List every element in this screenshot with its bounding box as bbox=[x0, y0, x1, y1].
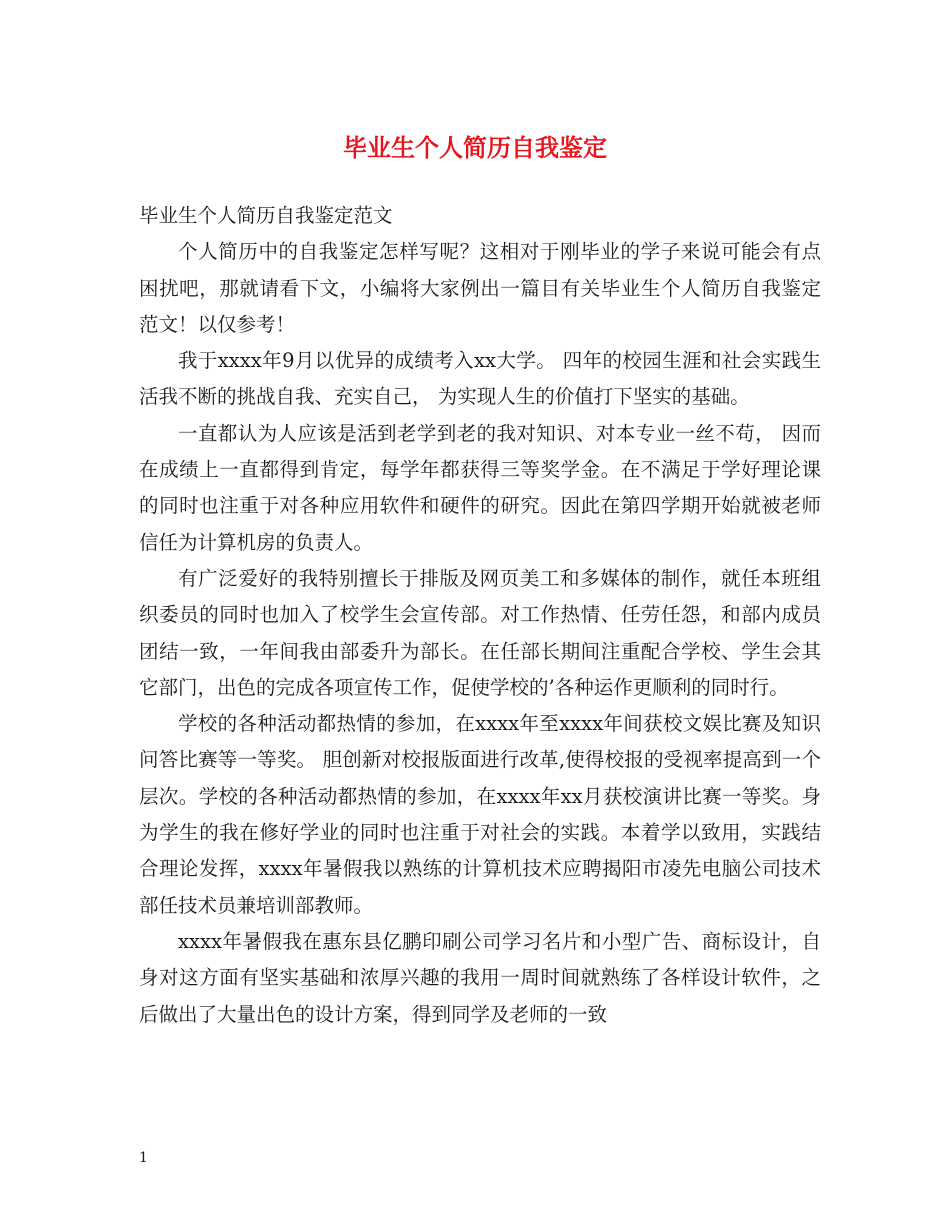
paragraph-activities: 学校的各种活动都热情的参加，在xxxx年至xxxx年间获校文娱比赛及知识问答比赛等一等奖。 胆创新对校报版面进行改革,使得校报的受视率提高到一个层次。学校的各种活动都热情的参加，在xxxx年xx月获校演讲比赛一等奖。身为学生的我在修好学业的同时也注重于对社会的实践。本着学以致用，实践结合理论发挥，xxxx年暑假我以熟练的计算机技术应聘揭阳市凌先电脑公司技术部任技术员兼培训部教师。 bbox=[139, 712, 821, 917]
document-title: 毕业生个人简历自我鉴定 bbox=[343, 133, 607, 162]
document-body bbox=[139, 198, 821, 1033]
paragraph-studies: 一直都认为人应该是活到老学到老的我对知识、对本专业一丝不苟， 因而在成绩上一直都得到肯定，每学年都获得三等奖学金。在不满足于学好理论课的同时也注重于对各种应用软件和硬件的研究。因此在第四学期开始就被老师信任为计算机房的负责人。 bbox=[139, 421, 821, 554]
page-number: 1 bbox=[139, 1150, 148, 1166]
paragraph-intro: 个人简历中的自我鉴定怎样写呢？这相对于刚毕业的学子来说可能会有点困扰吧，那就请看下文，小编将大家例出一篇目有关毕业生个人简历自我鉴定范文！以仅参考！ bbox=[139, 240, 821, 336]
paragraph-hobbies: 有广泛爱好的我特别擅长于排版及网页美工和多媒体的制作，就任本班组织委员的同时也加入了校学生会宣传部。对工作热情、任劳任怨，和部内成员团结一致，一年间我由部委升为部长。在任部长期间注重配合学校、学生会其它部门，出色的完成各项宣传工作，促使学校的’各种运作更顺利的同时行。 bbox=[139, 566, 821, 699]
paragraph-enrollment: 我于xxxx年9月以优异的成绩考入xx大学。 四年的校园生涯和社会实践生活我不断的挑战自我、充实自己， 为实现人生的价值打下坚实的基础。 bbox=[139, 349, 821, 409]
paragraph-summer-job: xxxx年暑假我在惠东县亿鹏印刷公司学习名片和小型广告、商标设计，自身对这方面有坚实基础和浓厚兴趣的我用一周时间就熟练了各样设计软件，之后做出了大量出色的设计方案，得到同学及老师的一致 bbox=[139, 929, 821, 1026]
document-subtitle: 毕业生个人简历自我鉴定范文 bbox=[139, 204, 393, 227]
